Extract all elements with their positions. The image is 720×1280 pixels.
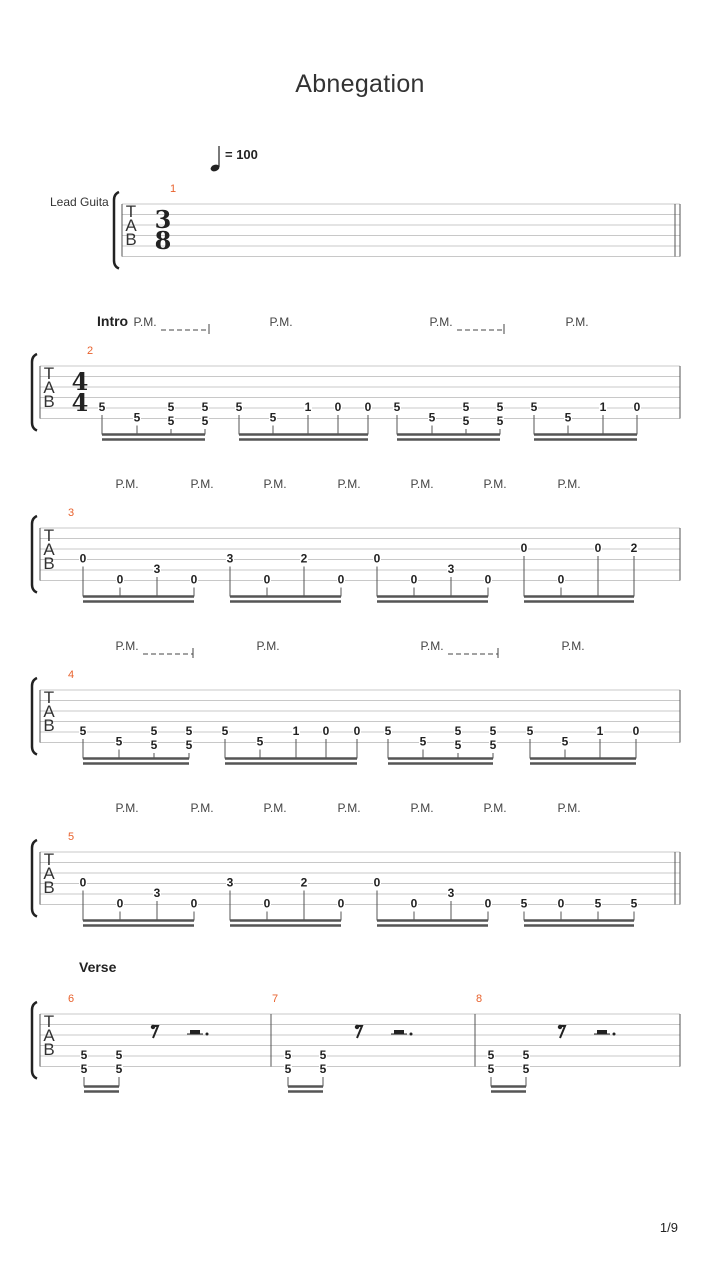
time-signature-numerator: 3 [154,205,172,234]
augmentation-dot [410,1033,413,1036]
palm-mute-label: P.M. [115,477,139,491]
tab-clef-letter: B [43,716,55,735]
fret-number: 0 [557,896,565,911]
fret-number: 5 [496,414,504,428]
measure-8 [476,993,680,1092]
palm-mute-label: P.M. [133,315,157,329]
palm-mute-label: P.M. [420,639,444,653]
tab-clef-letter: B [43,878,55,897]
palm-mute-label: P.M. [115,639,139,653]
measure-number: 7 [272,993,279,1005]
system-bracket [32,678,37,755]
tab-clef-letter: B [43,1040,55,1059]
augmentation-dot [613,1033,616,1036]
fret-number: 0 [337,572,345,587]
fret-number: 5 [115,1048,123,1062]
fret-number: 5 [269,410,277,425]
fret-number: 2 [300,551,308,566]
fret-number: 3 [226,875,234,890]
tab-clef-letter: B [43,392,55,411]
fret-number: 5 [167,400,175,414]
fret-number: 5 [80,1062,88,1076]
tab-clef-letter: T [125,202,137,221]
palm-mute-label: P.M. [410,477,434,491]
fret-number: 3 [447,886,455,900]
tab-clef-letter: T [43,850,55,869]
fret-number: 5 [487,1048,495,1062]
fret-number: 2 [300,875,308,890]
system-1 [114,183,680,269]
half-rest-icon [597,1030,607,1034]
fret-number: 5 [522,1048,530,1062]
fret-number: 1 [304,400,312,414]
measure-7 [272,993,475,1092]
fret-number: 5 [201,400,209,414]
track-name: Lead Guita [50,195,109,209]
fret-number: 0 [557,572,565,587]
system-measure-5 [32,801,680,926]
fret-number: 0 [520,541,528,555]
fret-number: 0 [263,572,271,587]
system-measure-2 [32,313,680,440]
fret-number: 5 [98,400,106,414]
measure-number: 1 [170,183,177,195]
fret-number: 5 [150,738,158,752]
fret-number: 5 [462,414,470,428]
fret-number: 0 [410,896,418,911]
measure-number: 8 [476,993,483,1005]
fret-number: 5 [520,896,528,911]
fret-number: 5 [393,400,401,414]
fret-number: 5 [80,1048,88,1062]
palm-mute-label: P.M. [565,315,589,329]
fret-number: 5 [185,724,193,738]
tab-clef-letter: B [125,230,137,249]
fret-number: 5 [561,734,569,749]
fret-number: 1 [599,400,607,414]
system-verse [32,959,680,1092]
palm-mute-label: P.M. [557,477,581,491]
song-title: Abnegation [295,70,425,98]
fret-number: 5 [489,738,497,752]
half-rest-icon [190,1030,200,1034]
fret-number: 5 [564,410,572,425]
fret-number: 0 [334,400,342,414]
fret-number: 3 [153,886,161,900]
time-signature-denominator: 8 [154,226,172,255]
fret-number: 5 [167,414,175,428]
fret-number: 5 [185,738,193,752]
fret-number: 0 [190,572,198,587]
palm-mute-label: P.M. [269,315,293,329]
tab-clef-letter: A [43,1026,55,1045]
half-rest-icon [394,1030,404,1034]
fret-number: 5 [462,400,470,414]
fret-number: 5 [428,410,436,425]
time-signature-numerator: 4 [71,367,89,396]
fret-number: 5 [115,734,123,749]
tab-clef-letter: T [43,688,55,707]
fret-number: 5 [630,896,638,911]
measure-number: 3 [68,507,75,519]
fret-number: 5 [489,724,497,738]
palm-mute-label: P.M. [337,801,361,815]
palm-mute-label: P.M. [256,639,280,653]
augmentation-dot [206,1033,209,1036]
palm-mute-label: P.M. [410,801,434,815]
palm-mute-label: P.M. [190,801,214,815]
tab-clef-letter: A [43,702,55,721]
tab-clef-letter: A [125,216,137,235]
system-bracket [114,192,119,269]
fret-number: 0 [632,724,640,738]
fret-number: 0 [116,572,124,587]
system-bracket [32,1002,37,1079]
rest-dot [355,1025,359,1029]
palm-mute-label: P.M. [263,801,287,815]
tab-clef-letter: A [43,864,55,883]
fret-number: 5 [419,734,427,749]
palm-mute-label: P.M. [483,477,507,491]
fret-number: 1 [292,724,300,738]
palm-mute-label: P.M. [429,315,453,329]
page-number: 1/9 [659,1220,678,1235]
fret-number: 5 [496,400,504,414]
palm-mute-label: P.M. [483,801,507,815]
time-signature-denominator: 4 [71,388,89,417]
palm-mute-label: P.M. [263,477,287,491]
tab-clef-letter: T [43,526,55,545]
fret-number: 0 [190,896,198,911]
measure-6 [68,993,271,1092]
measure-number: 6 [68,993,75,1005]
fret-number: 5 [454,724,462,738]
fret-number: 5 [319,1062,327,1076]
fret-number: 5 [235,400,243,414]
fret-number: 5 [526,724,534,738]
tab-clef-letter: T [43,1012,55,1031]
fret-number: 3 [226,551,234,566]
system-measure-3 [32,477,680,602]
system-bracket [32,354,37,431]
palm-mute-label: P.M. [557,801,581,815]
fret-number: 5 [150,724,158,738]
tab-clef-letter: T [43,364,55,383]
fret-number: 0 [337,896,345,911]
fret-number: 5 [530,400,538,414]
tab-systems [32,183,680,1092]
fret-number: 0 [484,572,492,587]
rest-dot [558,1025,562,1029]
system-measure-4 [32,639,680,764]
palm-mute-label: P.M. [115,801,139,815]
fret-number: 0 [79,875,87,890]
tab-clef-letter: B [43,554,55,573]
fret-number: 5 [487,1062,495,1076]
fret-number: 5 [201,414,209,428]
fret-number: 5 [256,734,264,749]
tab-clef-letter: A [43,378,55,397]
fret-number: 5 [79,724,87,738]
measure-number: 5 [68,831,75,843]
rest-dot [151,1025,155,1029]
system-bracket [32,516,37,593]
fret-number: 5 [115,1062,123,1076]
fret-number: 0 [263,896,271,911]
section-label: Intro [97,313,129,329]
fret-number: 3 [153,562,161,576]
fret-number: 5 [522,1062,530,1076]
fret-number: 0 [373,875,381,890]
tab-clef-letter: A [43,540,55,559]
fret-number: 0 [116,896,124,911]
fret-number: 0 [594,541,602,555]
fret-number: 5 [221,724,229,738]
tempo-text: = 100 [225,147,258,162]
fret-number: 5 [319,1048,327,1062]
fret-number: 5 [594,896,602,911]
fret-number: 0 [364,400,372,414]
measure-number: 4 [68,669,75,681]
fret-number: 5 [284,1062,292,1076]
palm-mute-label: P.M. [190,477,214,491]
fret-number: 5 [384,724,392,738]
fret-number: 2 [630,541,638,555]
fret-number: 0 [79,551,87,566]
fret-number: 0 [410,572,418,587]
fret-number: 0 [484,896,492,911]
fret-number: 0 [373,551,381,566]
palm-mute-label: P.M. [561,639,585,653]
section-label: Verse [79,959,117,975]
system-bracket [32,840,37,917]
measure-number: 2 [87,345,94,357]
fret-number: 0 [353,724,361,738]
fret-number: 5 [454,738,462,752]
fret-number: 5 [133,410,141,425]
tempo-marking [210,146,258,173]
palm-mute-label: P.M. [337,477,361,491]
fret-number: 0 [633,400,641,414]
fret-number: 3 [447,562,455,576]
fret-number: 1 [596,724,604,738]
fret-number: 5 [284,1048,292,1062]
fret-number: 0 [322,724,330,738]
